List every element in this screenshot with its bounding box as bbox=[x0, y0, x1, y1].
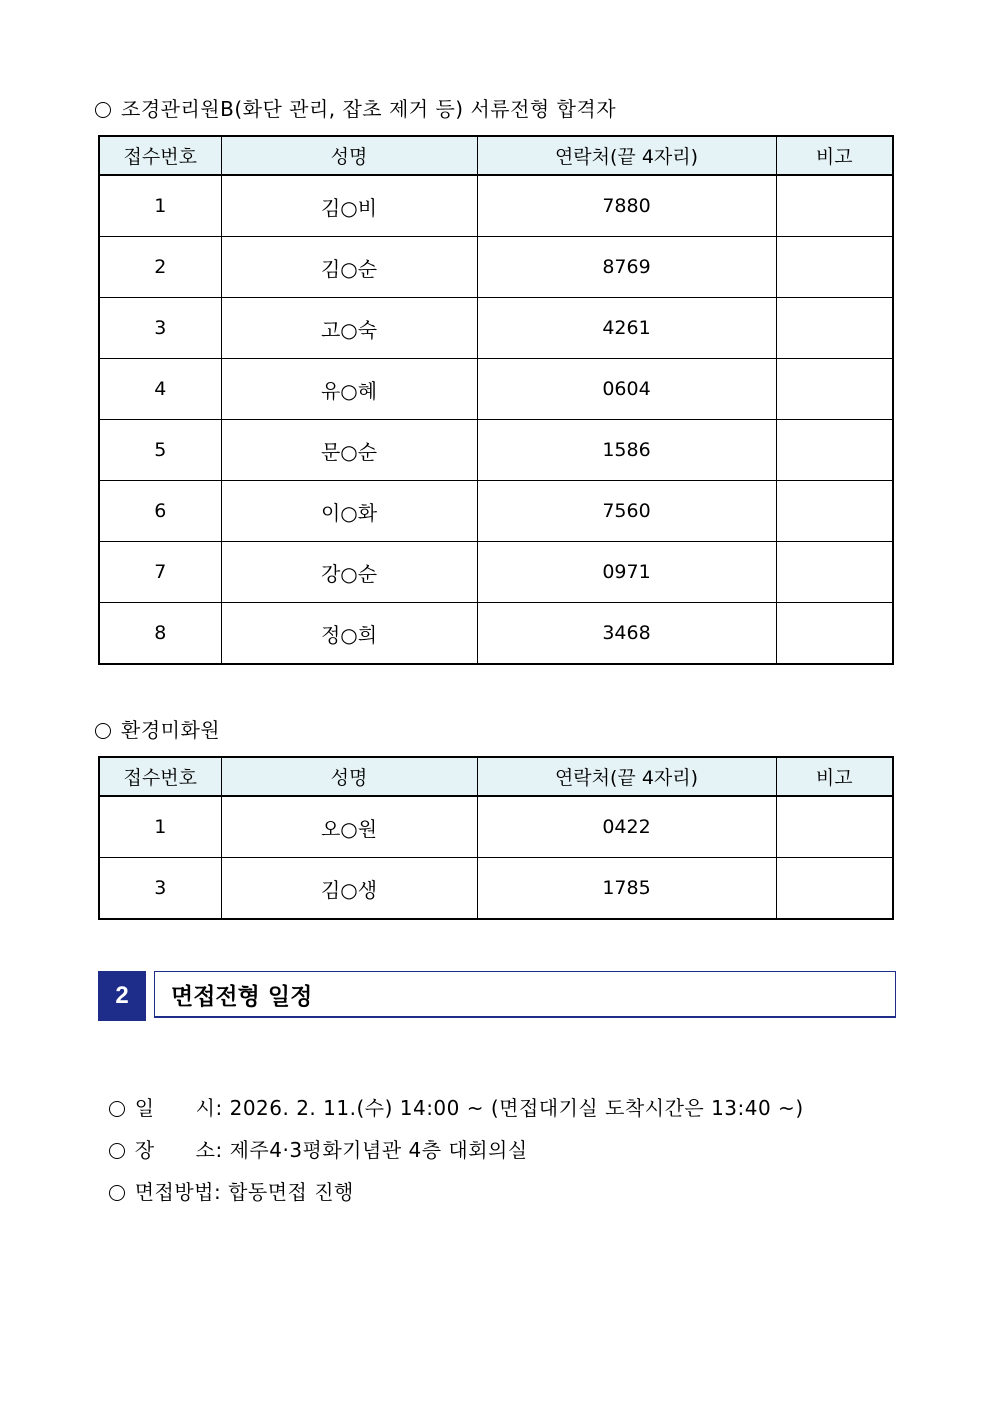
cell-name: 유○혜 bbox=[221, 359, 477, 420]
cell-name: 고○숙 bbox=[221, 298, 477, 359]
cell-note bbox=[776, 359, 893, 420]
interview-method bbox=[95, 1152, 354, 1205]
cell-note bbox=[776, 298, 893, 359]
cell-phone: 7560 bbox=[477, 481, 776, 542]
section-heading-landscape bbox=[95, 93, 616, 122]
cleaner-roster-table bbox=[98, 756, 894, 920]
cell-no: 1 bbox=[99, 175, 221, 237]
table-row bbox=[99, 542, 893, 603]
cell-phone: 0971 bbox=[477, 542, 776, 603]
header-phone: 연락처(끝 4자리) bbox=[477, 757, 776, 796]
cell-name: 문○순 bbox=[221, 420, 477, 481]
cell-note bbox=[776, 542, 893, 603]
cell-phone: 0422 bbox=[477, 796, 776, 858]
cell-no: 3 bbox=[99, 858, 221, 920]
table-row bbox=[99, 359, 893, 420]
table-row bbox=[99, 796, 893, 858]
cell-name: 정○희 bbox=[221, 603, 477, 665]
cell-phone: 1785 bbox=[477, 858, 776, 920]
interview-method-text: 면접방법: 합동면접 진행 bbox=[134, 1180, 354, 1204]
cell-phone: 1586 bbox=[477, 420, 776, 481]
cell-no: 6 bbox=[99, 481, 221, 542]
interview-section-header bbox=[98, 971, 898, 1021]
cell-phone: 0604 bbox=[477, 359, 776, 420]
table-header-row bbox=[99, 136, 893, 175]
section-heading-text: 환경미화원 bbox=[121, 718, 221, 742]
header-note: 비고 bbox=[776, 136, 893, 175]
header-note: 비고 bbox=[776, 757, 893, 796]
cell-no: 8 bbox=[99, 603, 221, 665]
table-row bbox=[99, 420, 893, 481]
table-row bbox=[99, 237, 893, 298]
cell-note bbox=[776, 481, 893, 542]
cell-note bbox=[776, 858, 893, 920]
section-title: 면접전형 일정 bbox=[171, 983, 313, 1010]
cell-no: 7 bbox=[99, 542, 221, 603]
table-row bbox=[99, 298, 893, 359]
cell-name: 이○화 bbox=[221, 481, 477, 542]
cell-phone: 7880 bbox=[477, 175, 776, 237]
cell-name: 김○비 bbox=[221, 175, 477, 237]
header-name: 성명 bbox=[221, 136, 477, 175]
cell-name: 김○생 bbox=[221, 858, 477, 920]
table-row bbox=[99, 175, 893, 237]
section-number-badge: 2 bbox=[98, 971, 146, 1021]
cell-note bbox=[776, 237, 893, 298]
cell-no: 5 bbox=[99, 420, 221, 481]
section-heading-text: 조경관리원B(화단 관리, 잡초 제거 등) 서류전형 합격자 bbox=[121, 97, 617, 121]
cell-note bbox=[776, 796, 893, 858]
cell-note bbox=[776, 420, 893, 481]
table-row bbox=[99, 603, 893, 665]
section-heading-cleaner bbox=[95, 714, 220, 743]
header-name: 성명 bbox=[221, 757, 477, 796]
cell-phone: 4261 bbox=[477, 298, 776, 359]
cell-no: 1 bbox=[99, 796, 221, 858]
cell-name: 오○원 bbox=[221, 796, 477, 858]
table-row bbox=[99, 481, 893, 542]
cell-no: 4 bbox=[99, 359, 221, 420]
header-receipt-no: 접수번호 bbox=[99, 136, 221, 175]
cell-phone: 3468 bbox=[477, 603, 776, 665]
cell-note bbox=[776, 603, 893, 665]
interview-datetime-text: 일 시: 2026. 2. 11.(수) 14:00 ~ (면접대기실 도착시간은 13:40 ~) bbox=[134, 1096, 804, 1120]
cell-note bbox=[776, 175, 893, 237]
cell-no: 3 bbox=[99, 298, 221, 359]
circle-bullet-icon bbox=[95, 723, 111, 739]
table-header-row bbox=[99, 757, 893, 796]
circle-bullet-icon bbox=[95, 102, 111, 118]
cell-no: 2 bbox=[99, 237, 221, 298]
cell-name: 강○순 bbox=[221, 542, 477, 603]
header-phone: 연락처(끝 4자리) bbox=[477, 136, 776, 175]
circle-bullet-icon bbox=[109, 1185, 125, 1201]
cell-name: 김○순 bbox=[221, 237, 477, 298]
table-row bbox=[99, 858, 893, 920]
header-receipt-no: 접수번호 bbox=[99, 757, 221, 796]
cell-phone: 8769 bbox=[477, 237, 776, 298]
section-title-box bbox=[154, 971, 896, 1018]
interview-location-text: 장 소: 제주4·3평화기념관 4층 대회의실 bbox=[134, 1138, 528, 1162]
landscape-roster-table bbox=[98, 135, 894, 665]
